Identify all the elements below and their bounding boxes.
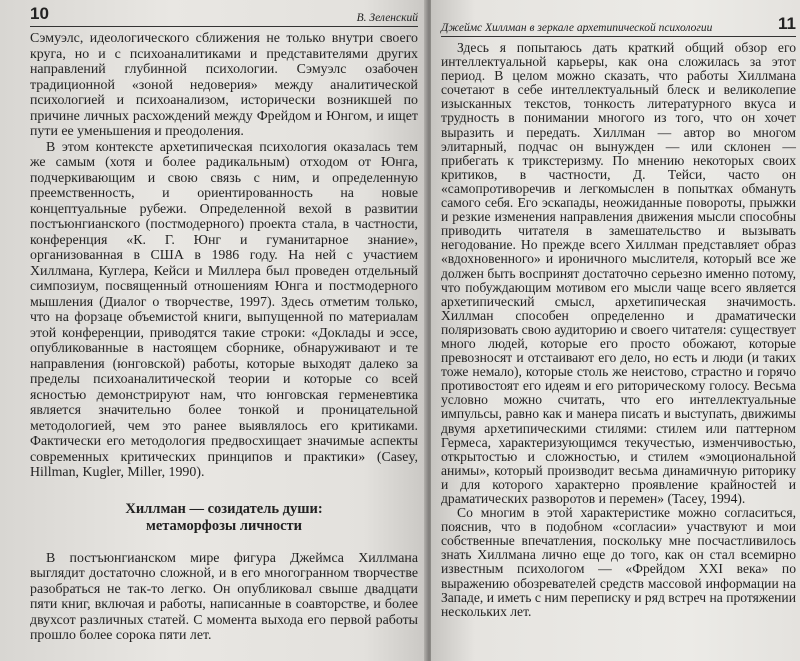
left-running-head [30, 4, 418, 27]
left-page-text [30, 31, 418, 644]
paragraph: В этом контексте архетипическая психология оказалась тем же самым (хотя и более радикальным) отходом от Юнга, подчеркивающим и свою связь с ним, и определенную преемственность, и ориентированность на новые концептуальные рубежи. Определенной вехой в развитии постъюнгианского (постмодерного) проекта стала, в частности, конференция «К. Г. Юнг и гуманитарное знание», организованная в США в 1986 году. На ней с участием Хиллмана, Куглера, Кейси и Миллера был проведен отдельный симпозиум, посвященный отношениям Юнга и постмодерного мышления (Диалог о творчестве, 1997). Здесь отметим только, что на форзаце объемистой книги, выпущенной по материалам этой конференции, приводятся такие строки: «Доклады и эссе, опубликованные в настоящем сборнике, обнаруживают и те направления (юнговской) работы, которые выходят далеко за пределы психоаналитической теории и которые со всей ясностью демонстрируют нам, что юнговская герменевтика является значительно более тонкой и проницательной методологией, чем это ранее выявлялось его критиками. Фактически его методология предвосхищает значимые аспекты современных критических принципов и практики» (Casey, Hillman, Kugler, Miller, 1990). [30, 139, 418, 480]
section-heading-line: метаморфозы личности [145, 517, 303, 534]
page-number-left: 10 [30, 4, 49, 23]
page-number-right: 11 [778, 14, 796, 33]
paragraph: Здесь я попытаюсь дать краткий общий обзор его интеллектуальной карьеры, как она сложилась за этот период. В целом можно сказать, что работы Хиллмана сочетают в себе интеллектуальный блеск и великолепие изысканных текстов, тонкость литературного вкуса и трудность в понимании многого из того, что он хочет выразить и передать. Хиллман — автор во многом элитарный, подчас он вынужден — или склонен — прибегать к трикстеризму. По мнению некоторых своих критиков, в частности, Д. Тейси, часто он «самопротиворечив и легкомыслен в попытках обмануть самого себя. Его эскапады, неожиданные повороты, прыжки и резкие изменения направления движения мысли способны приводить читателя в замешательство и вызывать негодование. Но прежде всего Хиллман представляет образ «вдохновенного» и ироничного мыслителя, который все же должен быть воспринят достаточно серьезно именно потому, что побуждающим мотивом его мысли чаще всего является архетипический смысл, архетипическая значимость. Хиллман способен определенно и драматически поляризовать свою аудиторию и своего читателя: существует много людей, которые его просто обожают, которые превозносят и отстаивают его дело, но есть и люди (и таких тоже немало), которые столь же неистово, страстно и горячо противостоят его идеям и его риторическому голосу. Весьма условно можно считать, что его интеллектуальные импульсы, равно как и манера писать и выступать, движимы двумя архетипическими стилями: стилем или паттерном Гермеса, характеризующимся текучестью, изменчивостью, открытостью и сложностью, и стилем «эмоциональной анимы», который производит весьма динамичную риторику и для которого характерно проявление крайностей и драматических разворотов и перемен» (Tacey, 1994). [441, 40, 796, 506]
running-head-title: Джеймс Хиллман в зеркале архетипической психологии [441, 22, 713, 34]
section-heading [30, 501, 418, 535]
right-page [431, 0, 800, 661]
paragraph: В постъюнгианском мире фигура Джеймса Хиллмана выглядит достаточно сложной, и в его многогранном творчестве разобраться не так-то легко. Он опубликовал свыше двадцати пяти книг, включая и работы, написанные в соавторстве, и более двухсот различных статей. С момента выхода его первой работы прошло более сорока пяти лет. [30, 550, 418, 643]
section-heading-line: Хиллман — созидатель души: [125, 500, 323, 517]
running-head-author: В. Зеленский [356, 12, 418, 24]
right-page-text [441, 41, 796, 619]
paragraph: Со многим в этой характеристике можно согласиться, пояснив, что в подобном «согласии» участвуют и мои собственные впечатления, поскольку мне посчастливилось знать Хиллмана лично еще до того, как он стал всемирно известным психологом — «Фрейдом XXI века» по выражению обозревателей средств массовой информации на Западе, и иметь с ним переписку и ряд встреч на протяжении нескольких лет. [441, 505, 796, 619]
right-running-head [441, 14, 796, 37]
paragraph: Сэмуэлс, идеологического сближения не только внутри своего круга, но и с психоаналитиками и представителями других направлений глубинной психологии. Сэмуэлс озабочен традиционной «зоной недоверия» между аналитической психологией и психоанализом, исторически возникшей по причине личных расхождений между Фрейдом и Юнгом, и ищет пути ее уменьшения и преодоления. [30, 31, 418, 139]
